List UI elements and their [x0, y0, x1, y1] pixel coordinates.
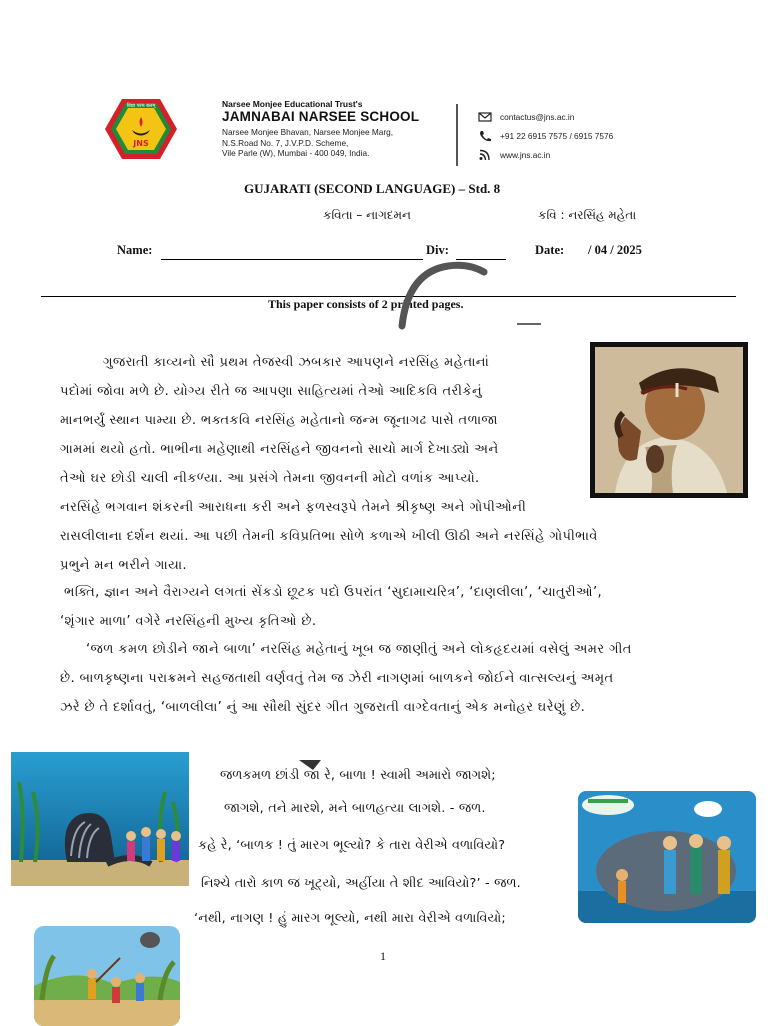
para1-line: નરસિંહે ભગવાન શંકરની આરાધના કરી અને ફળસ્વરૂપે તેમને શ્રીકૃષ્ણ અને ગોપીઓની [60, 500, 527, 515]
trust-name: Narsee Monjee Educational Trust's [222, 99, 363, 109]
naag-under-water-illustration [11, 752, 189, 886]
date-value: / 04 / 2025 [588, 243, 642, 257]
address-line: N.S.Road No. 7, J.V.P.D. Scheme, [222, 137, 349, 148]
verse-line: નિશ્ચે તારો કાળ જ ખૂટ્યો, અહીંયા તે શીદ આવિયો?’ - જળ. [201, 876, 521, 891]
para1-line: રાસલીલાના દર્શન થયાં. આ પછી તેમની કવિપ્રતિભા સોળે કળાએ ખીલી ઊઠી અને નરસિંહે ગોપીભાવે [60, 529, 598, 544]
verse-line: કહે રે, ‘બાળક ! તું મારગ ભૂલ્યો? કે તારા વેરીએ વળાવિયો? [198, 838, 506, 853]
contact-phone[interactable] [478, 130, 613, 142]
para1-line: ગામમાં થયો હતો. ભાભીના મહેણાથી નરસિંહને જીવનનો સાચો માર્ગ દેખાડ્યો અને [60, 442, 499, 457]
phone-icon [478, 130, 492, 142]
pages-note: This paper consists of 2 printed pages. [268, 297, 464, 311]
poet-name: કવિ : નરસિંહ મહેતા [538, 208, 637, 222]
para1-line: માનભર્યું સ્થાન પામ્યા છે. ભક્તકવિ નરસિંહ મહેતાનો જન્મ જૂનાગઢ પાસે તળાજા [60, 413, 499, 428]
para2-line: ભક્તિ, જ્ઞાન અને વૈરાગ્યને લગતાં સેંકડો છૂટક પદો ઉપરાંત ‘સુદામાચરિત્ર’, ‘દાણલીલા’, ‘ચાતુરીઓ’, [64, 585, 603, 600]
para3-line: ઝરે છે તે દર્શાવતું, ‘બાળલીલા’ નું આ સૌથી સુંદર ગીત ગુજરાતી વાગ્દેવતાનું એક મનોહર ઘરેણું છે. [60, 700, 586, 715]
letterhead-divider [456, 104, 458, 166]
nagin-with-krishna-illustration [578, 791, 756, 923]
website-text: www.jns.ac.in [500, 150, 551, 160]
para1-line: પદોમાં જોવા મળે છે. યોગ્ય રીતે જ આપણા સાહિત્યમાં તેઓ આદિકવિ તરીકેનું [60, 384, 483, 399]
para3-line: ‘જળ કમળ છોડીને જાને બાળા’ નરસિંહ મહેતાનું ખૂબ જ જાણીતું અને લોકહૃદયમાં વસેલું અમર ગીત [86, 642, 632, 657]
poem-title: કવિતા – નાગદમન [323, 208, 411, 222]
phone-text: +91 22 6915 7575 / 6915 7576 [500, 131, 614, 141]
logo-initials: JNS [133, 139, 149, 148]
para3-line: છે. બાળકૃષ્ણના પરાક્રમને સહજતાથી વર્ણવતું તેમ જ ઝેરી નાગણમાં બાળકને જોઈને વાત્સલ્યનું અમૃત [60, 671, 614, 686]
para1-line: પ્રભુને મન ભરીને ગાયા. [60, 558, 187, 573]
name-field[interactable] [161, 259, 423, 260]
verse-line: જળકમળ છાંડી જા રે, બાળા ! સ્વામી અમારો જાગશે; [220, 768, 496, 783]
address-line: Vile Parle (W), Mumbai - 400 049, India. [222, 148, 370, 158]
div-label: Div: [426, 243, 449, 257]
verse-line: ‘નથી, નાગણ ! હું મારગ ભૂલ્યો, નથી મારા વેરીએ વળાવિયો; [194, 911, 506, 926]
name-label: Name: [117, 243, 153, 257]
school-name: JAMNABAI NARSEE SCHOOL [222, 109, 420, 124]
school-address [222, 127, 393, 159]
date-label: Date: [535, 243, 565, 257]
rss-icon [478, 149, 492, 161]
krishna-playing-illustration [34, 926, 180, 1026]
poet-portrait [590, 342, 748, 498]
logo-motto: विद्या परम बलम् [126, 103, 156, 109]
scan-mark [396, 258, 488, 330]
subject-title: GUJARATI (SECOND LANGUAGE) – Std. 8 [244, 181, 501, 196]
contact-email[interactable] [478, 111, 574, 123]
para1-line: ગુજરાતી કાવ્યનો સૌ પ્રથમ તેજસ્વી ઝબકાર આપણને નરસિંહ મહેતાનાં [103, 355, 490, 370]
school-logo [104, 97, 178, 161]
email-text: contactus@jns.ac.in [500, 112, 575, 122]
para1-line: તેઓ ઘર છોડી ચાલી નીકળ્યા. આ પ્રસંગે તેમના જીવનની મોટો વળાંક આપ્યો. [60, 471, 480, 486]
verse-line: જાગશે, તને મારશે, મને બાળહત્યા લાગશે. - જળ. [224, 801, 486, 816]
scan-mark [517, 323, 541, 325]
address-line: Narsee Monjee Bhavan, Narsee Monjee Marg, [222, 127, 394, 137]
page-number: 1 [380, 949, 386, 963]
para2-line: ‘શૃંગાર માળા’ વગેરે નરસિંહની મુખ્ય કૃતિઓ છે. [60, 614, 317, 629]
contact-website[interactable] [478, 149, 550, 161]
email-icon [478, 111, 492, 123]
